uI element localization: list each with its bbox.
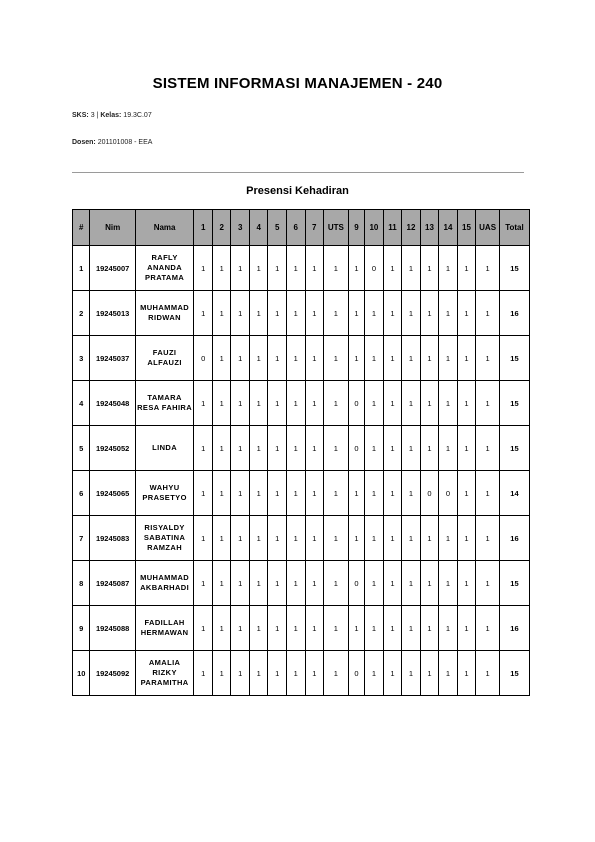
- attendance-mark: 1: [287, 606, 306, 651]
- attendance-mark: 1: [324, 291, 349, 336]
- attendance-mark: 1: [476, 516, 500, 561]
- attendance-mark: 1: [348, 471, 364, 516]
- row-number: 10: [73, 651, 90, 696]
- attendance-mark: 1: [476, 336, 500, 381]
- attendance-mark: 1: [420, 516, 439, 561]
- attendance-mark: 1: [212, 426, 231, 471]
- attendance-mark: 1: [194, 471, 213, 516]
- attendance-mark: 0: [420, 471, 439, 516]
- column-header: #: [73, 210, 90, 246]
- column-header: 7: [305, 210, 324, 246]
- attendance-mark: 1: [212, 381, 231, 426]
- column-header: 11: [383, 210, 402, 246]
- attendance-total: 15: [499, 336, 529, 381]
- row-number: 5: [73, 426, 90, 471]
- attendance-mark: 1: [305, 291, 324, 336]
- student-nim: 19245037: [90, 336, 135, 381]
- student-name: LINDA: [135, 426, 194, 471]
- attendance-mark: 1: [383, 246, 402, 291]
- table-row: [73, 381, 530, 426]
- attendance-mark: 1: [365, 516, 384, 561]
- attendance-mark: 1: [439, 291, 458, 336]
- attendance-mark: 0: [348, 561, 364, 606]
- table-body: [73, 246, 530, 696]
- attendance-mark: 1: [439, 336, 458, 381]
- attendance-mark: 1: [365, 426, 384, 471]
- attendance-total: 16: [499, 291, 529, 336]
- row-number: 6: [73, 471, 90, 516]
- column-header: 13: [420, 210, 439, 246]
- attendance-mark: 1: [476, 246, 500, 291]
- attendance-mark: 1: [457, 246, 476, 291]
- attendance-mark: 1: [383, 651, 402, 696]
- attendance-mark: 1: [476, 651, 500, 696]
- attendance-mark: 1: [457, 471, 476, 516]
- attendance-mark: 1: [249, 336, 268, 381]
- column-header: 9: [348, 210, 364, 246]
- attendance-mark: 1: [212, 561, 231, 606]
- attendance-mark: 1: [365, 606, 384, 651]
- attendance-mark: 1: [324, 381, 349, 426]
- column-header: 10: [365, 210, 384, 246]
- attendance-mark: 1: [365, 336, 384, 381]
- attendance-mark: 1: [268, 291, 287, 336]
- attendance-mark: 1: [348, 246, 364, 291]
- attendance-mark: 1: [439, 246, 458, 291]
- attendance-total: 16: [499, 606, 529, 651]
- column-header: 15: [457, 210, 476, 246]
- attendance-mark: 1: [476, 606, 500, 651]
- column-header: 6: [287, 210, 306, 246]
- student-name: RISYALDY SABATINA RAMZAH: [135, 516, 194, 561]
- attendance-mark: 1: [324, 336, 349, 381]
- attendance-mark: 1: [402, 336, 421, 381]
- attendance-total: 15: [499, 426, 529, 471]
- attendance-mark: 1: [348, 606, 364, 651]
- attendance-mark: 0: [348, 651, 364, 696]
- attendance-mark: 1: [249, 516, 268, 561]
- attendance-mark: 1: [324, 426, 349, 471]
- attendance-mark: 1: [439, 651, 458, 696]
- attendance-mark: 1: [476, 426, 500, 471]
- student-name: RAFLY ANANDA PRATAMA: [135, 246, 194, 291]
- column-header: 4: [249, 210, 268, 246]
- attendance-mark: 1: [268, 651, 287, 696]
- attendance-mark: 1: [305, 516, 324, 561]
- attendance-mark: 1: [231, 651, 250, 696]
- attendance-mark: 1: [420, 246, 439, 291]
- student-name: FADILLAH HERMAWAN: [135, 606, 194, 651]
- attendance-mark: 1: [231, 381, 250, 426]
- attendance-mark: 1: [287, 246, 306, 291]
- attendance-mark: 1: [476, 291, 500, 336]
- sks-value: 3: [90, 112, 95, 119]
- attendance-mark: 1: [268, 606, 287, 651]
- attendance-total: 15: [499, 651, 529, 696]
- attendance-mark: 1: [305, 336, 324, 381]
- attendance-mark: 1: [324, 246, 349, 291]
- attendance-mark: 1: [231, 291, 250, 336]
- attendance-mark: 0: [365, 246, 384, 291]
- attendance-total: 15: [499, 246, 529, 291]
- column-header: 5: [268, 210, 287, 246]
- attendance-mark: 1: [305, 606, 324, 651]
- attendance-mark: 1: [249, 291, 268, 336]
- column-header: Total: [499, 210, 529, 246]
- attendance-mark: 1: [231, 516, 250, 561]
- attendance-mark: 1: [305, 426, 324, 471]
- attendance-mark: 1: [231, 471, 250, 516]
- attendance-mark: 1: [212, 516, 231, 561]
- attendance-mark: 1: [324, 561, 349, 606]
- attendance-mark: 1: [287, 381, 306, 426]
- sks-label: SKS:: [72, 112, 89, 119]
- student-name: TAMARA RESA FAHIRA: [135, 381, 194, 426]
- page-title: SISTEM INFORMASI MANAJEMEN - 240: [152, 75, 443, 92]
- column-header: Nim: [90, 210, 135, 246]
- attendance-mark: 1: [439, 561, 458, 606]
- attendance-mark: 1: [305, 561, 324, 606]
- attendance-mark: 1: [457, 651, 476, 696]
- attendance-mark: 1: [365, 471, 384, 516]
- attendance-mark: 1: [194, 426, 213, 471]
- attendance-table: [72, 209, 530, 696]
- student-nim: 19245088: [90, 606, 135, 651]
- lecturer-info-line: [72, 139, 152, 146]
- attendance-mark: 1: [249, 651, 268, 696]
- table-row: [73, 516, 530, 561]
- attendance-mark: 1: [268, 336, 287, 381]
- attendance-mark: 1: [420, 561, 439, 606]
- attendance-mark: 1: [402, 516, 421, 561]
- column-header: Nama: [135, 210, 194, 246]
- attendance-mark: 1: [268, 516, 287, 561]
- attendance-mark: 1: [420, 606, 439, 651]
- info-separator: |: [96, 112, 99, 119]
- attendance-mark: 1: [402, 471, 421, 516]
- attendance-mark: 1: [287, 426, 306, 471]
- student-nim: 19245087: [90, 561, 135, 606]
- attendance-mark: 1: [194, 516, 213, 561]
- attendance-mark: 0: [348, 381, 364, 426]
- attendance-mark: 1: [305, 246, 324, 291]
- attendance-mark: 1: [457, 291, 476, 336]
- student-name: MUHAMMAD RIDWAN: [135, 291, 194, 336]
- attendance-mark: 1: [194, 561, 213, 606]
- attendance-mark: 1: [231, 246, 250, 291]
- attendance-mark: 1: [476, 561, 500, 606]
- attendance-mark: 0: [348, 426, 364, 471]
- attendance-mark: 1: [383, 336, 402, 381]
- attendance-total: 15: [499, 381, 529, 426]
- attendance-mark: 1: [402, 426, 421, 471]
- attendance-mark: 1: [287, 336, 306, 381]
- attendance-mark: 1: [287, 291, 306, 336]
- attendance-mark: 1: [231, 426, 250, 471]
- attendance-mark: 1: [249, 561, 268, 606]
- attendance-mark: 1: [402, 291, 421, 336]
- attendance-mark: 1: [212, 606, 231, 651]
- attendance-mark: 1: [457, 561, 476, 606]
- dosen-label: Dosen:: [72, 139, 96, 146]
- attendance-mark: 1: [439, 516, 458, 561]
- attendance-mark: 1: [305, 381, 324, 426]
- dosen-value: 201101008 - EEA: [97, 139, 153, 146]
- table-row: [73, 291, 530, 336]
- kelas-value: 19.3C.07: [123, 112, 152, 119]
- attendance-mark: 1: [287, 516, 306, 561]
- attendance-mark: 1: [383, 471, 402, 516]
- attendance-mark: 1: [365, 381, 384, 426]
- attendance-mark: 1: [249, 471, 268, 516]
- attendance-mark: 1: [383, 516, 402, 561]
- attendance-mark: 1: [439, 606, 458, 651]
- attendance-mark: 1: [268, 381, 287, 426]
- attendance-mark: 1: [231, 336, 250, 381]
- row-number: 4: [73, 381, 90, 426]
- table-header-row: [73, 210, 530, 246]
- attendance-total: 15: [499, 561, 529, 606]
- attendance-total: 14: [499, 471, 529, 516]
- student-nim: 19245065: [90, 471, 135, 516]
- attendance-mark: 1: [287, 561, 306, 606]
- attendance-mark: 1: [194, 606, 213, 651]
- column-header: 1: [194, 210, 213, 246]
- attendance-mark: 1: [348, 291, 364, 336]
- attendance-mark: 1: [194, 246, 213, 291]
- kelas-label: Kelas:: [100, 112, 122, 119]
- table-row: [73, 606, 530, 651]
- attendance-mark: 1: [212, 651, 231, 696]
- attendance-mark: 1: [457, 381, 476, 426]
- attendance-mark: 1: [212, 471, 231, 516]
- attendance-mark: 1: [420, 381, 439, 426]
- section-title: Presensi Kehadiran: [246, 185, 349, 197]
- table-row: [73, 426, 530, 471]
- attendance-mark: 0: [194, 336, 213, 381]
- attendance-mark: 1: [457, 426, 476, 471]
- attendance-mark: 1: [194, 291, 213, 336]
- table-row: [73, 561, 530, 606]
- attendance-mark: 1: [348, 516, 364, 561]
- divider: [72, 172, 524, 173]
- attendance-mark: 1: [324, 606, 349, 651]
- column-header: 12: [402, 210, 421, 246]
- attendance-mark: 1: [249, 606, 268, 651]
- attendance-mark: 1: [194, 651, 213, 696]
- attendance-mark: 1: [402, 651, 421, 696]
- column-header: 3: [231, 210, 250, 246]
- attendance-mark: 1: [305, 471, 324, 516]
- attendance-mark: 1: [383, 606, 402, 651]
- attendance-mark: 1: [348, 336, 364, 381]
- attendance-mark: 1: [365, 561, 384, 606]
- attendance-mark: 1: [287, 471, 306, 516]
- attendance-mark: 1: [439, 426, 458, 471]
- attendance-mark: 1: [324, 471, 349, 516]
- attendance-mark: 1: [383, 561, 402, 606]
- attendance-mark: 1: [402, 606, 421, 651]
- student-name: MUHAMMAD AKBARHADI: [135, 561, 194, 606]
- student-name: WAHYU PRASETYO: [135, 471, 194, 516]
- attendance-mark: 1: [383, 426, 402, 471]
- attendance-mark: 1: [420, 291, 439, 336]
- row-number: 9: [73, 606, 90, 651]
- attendance-mark: 1: [365, 651, 384, 696]
- student-nim: 19245052: [90, 426, 135, 471]
- attendance-mark: 1: [439, 381, 458, 426]
- attendance-mark: 1: [402, 381, 421, 426]
- attendance-mark: 1: [212, 336, 231, 381]
- attendance-mark: 1: [365, 291, 384, 336]
- student-nim: 19245007: [90, 246, 135, 291]
- student-nim: 19245048: [90, 381, 135, 426]
- row-number: 3: [73, 336, 90, 381]
- attendance-mark: 1: [402, 561, 421, 606]
- row-number: 2: [73, 291, 90, 336]
- attendance-mark: 1: [268, 561, 287, 606]
- attendance-mark: 1: [305, 651, 324, 696]
- attendance-mark: 1: [383, 381, 402, 426]
- table-row: [73, 336, 530, 381]
- attendance-mark: 1: [402, 246, 421, 291]
- attendance-mark: 1: [457, 606, 476, 651]
- attendance-mark: 1: [420, 651, 439, 696]
- attendance-mark: 1: [231, 606, 250, 651]
- attendance-mark: 1: [476, 471, 500, 516]
- student-nim: 19245083: [90, 516, 135, 561]
- attendance-mark: 1: [212, 246, 231, 291]
- attendance-mark: 1: [324, 651, 349, 696]
- student-nim: 19245092: [90, 651, 135, 696]
- attendance-mark: 1: [383, 291, 402, 336]
- row-number: 8: [73, 561, 90, 606]
- student-name: AMALIA RIZKY PARAMITHA: [135, 651, 194, 696]
- student-nim: 19245013: [90, 291, 135, 336]
- attendance-mark: 1: [194, 381, 213, 426]
- attendance-mark: 1: [268, 471, 287, 516]
- student-name: FAUZI ALFAUZI: [135, 336, 194, 381]
- table-row: [73, 651, 530, 696]
- attendance-mark: 1: [457, 516, 476, 561]
- attendance-mark: 1: [249, 426, 268, 471]
- attendance-total: 16: [499, 516, 529, 561]
- column-header: UTS: [324, 210, 349, 246]
- row-number: 1: [73, 246, 90, 291]
- attendance-mark: 1: [268, 426, 287, 471]
- attendance-mark: 1: [420, 336, 439, 381]
- table-row: [73, 471, 530, 516]
- attendance-mark: 1: [457, 336, 476, 381]
- column-header: 2: [212, 210, 231, 246]
- row-number: 7: [73, 516, 90, 561]
- attendance-mark: 1: [249, 381, 268, 426]
- column-header: 14: [439, 210, 458, 246]
- attendance-mark: 1: [476, 381, 500, 426]
- attendance-mark: 0: [439, 471, 458, 516]
- attendance-mark: 1: [249, 246, 268, 291]
- attendance-mark: 1: [231, 561, 250, 606]
- attendance-mark: 1: [420, 426, 439, 471]
- attendance-mark: 1: [324, 516, 349, 561]
- attendance-mark: 1: [212, 291, 231, 336]
- column-header: UAS: [476, 210, 500, 246]
- table-row: [73, 246, 530, 291]
- attendance-mark: 1: [287, 651, 306, 696]
- attendance-mark: 1: [268, 246, 287, 291]
- course-info-line: [72, 112, 152, 119]
